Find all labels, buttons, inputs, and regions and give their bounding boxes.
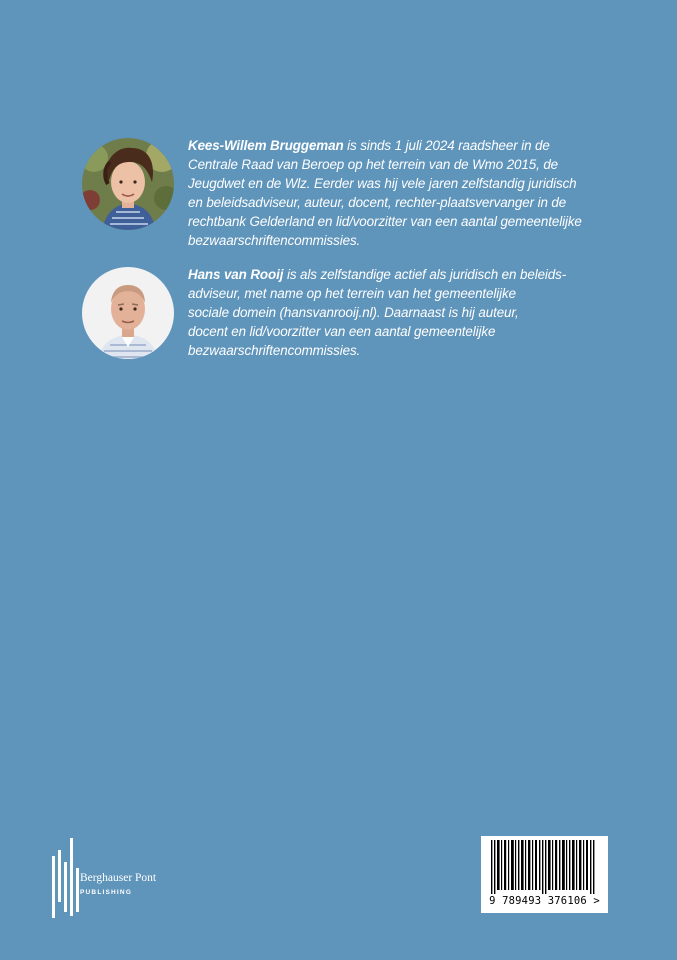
author-bio-bruggeman: [188, 136, 620, 250]
author-name: Kees-Willem Bruggeman: [188, 138, 344, 153]
author-photo-van-rooij: [82, 267, 174, 359]
isbn-barcode: [481, 836, 608, 913]
bio-line: Kees-Willem Bruggeman is sinds 1 juli 2024 raadsheer in de: [188, 138, 550, 153]
bio-line: docent en lid/voorzitter van een aantal gemeentelijke: [188, 324, 496, 339]
bio-line: rechtbank Gelderland en lid/voorzitter van een aantal gemeentelijke: [188, 214, 582, 229]
bio-line: adviseur, met name op het terrein van het gemeentelijke: [188, 286, 516, 301]
publisher-subtitle: PUBLISHING: [80, 889, 133, 896]
author-name: Hans van Rooij: [188, 267, 284, 282]
bio-line: bezwaarschriftencommissies.: [188, 343, 361, 358]
author-bio-van-rooij: [188, 265, 620, 360]
bio-line: Jeugdwet en de Wlz. Eerder was hij vele jaren zelfstandig juridisch: [188, 176, 577, 191]
bio-line: Centrale Raad van Beroep op het terrein van de Wmo 2015, de: [188, 157, 559, 172]
bio-line: bezwaarschriftencommissies.: [188, 233, 361, 248]
bio-line: en beleidsadviseur, auteur, docent, rechter-plaatsvervanger in de: [188, 195, 567, 210]
isbn-digits: 9 789493 376106 >: [489, 895, 600, 907]
bio-line: sociale domein (hansvanrooij.nl). Daarnaast is hij auteur,: [188, 305, 519, 320]
bio-line: Hans van Rooij is als zelfstandige actief als juridisch en beleids-: [188, 267, 567, 282]
barcode-bars-icon: [481, 836, 608, 896]
author-photo-bruggeman: [82, 138, 174, 230]
publisher-name: Berghauser Pont: [80, 872, 157, 884]
